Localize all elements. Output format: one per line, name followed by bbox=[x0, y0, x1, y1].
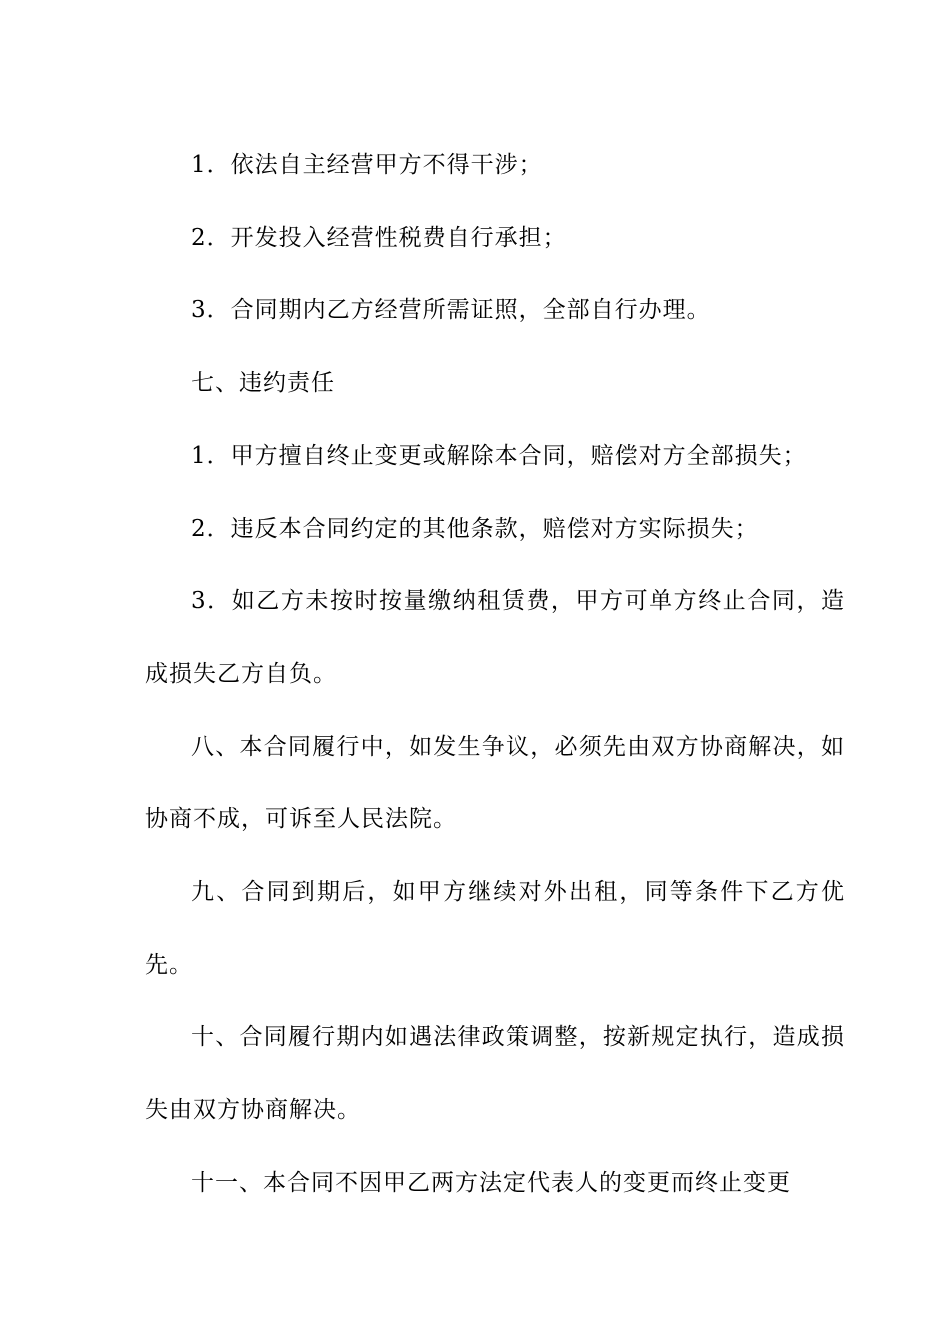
clause-9-renewal-priority: 九、合同到期后，如甲方继续对外出租，同等条件下乙方优先。 bbox=[145, 879, 845, 978]
clause-6-item-1: 1．依法自主经营甲方不得干涉； bbox=[191, 152, 543, 178]
clause-6-item-2: 2．开发投入经营性税费自行承担； bbox=[191, 224, 567, 251]
section-heading-breach-liability: 七、违约责任 bbox=[191, 370, 335, 397]
clause-7-item-3: 3．如乙方未按时按量缴纳租赁费，甲方可单方终止合同，造成损失乙方自负。 bbox=[145, 588, 845, 687]
document-body bbox=[145, 129, 845, 1220]
clause-6-item-3: 3．合同期内乙方经营所需证照，全部自行办理。 bbox=[191, 297, 711, 324]
clause-7-item-2: 2．违反本合同约定的其他条款，赔偿对方实际损失； bbox=[191, 515, 759, 542]
clause-7-item-1: 1．甲方擅自终止变更或解除本合同，赔偿对方全部损失； bbox=[191, 442, 807, 469]
clause-10-policy-adjustment: 十、合同履行期内如遇法律政策调整，按新规定执行，造成损失由双方协商解决。 bbox=[145, 1024, 845, 1124]
clause-8-dispute-resolution: 八、本合同履行中，如发生争议，必须先由双方协商解决，如协商不成，可诉至人民法院。 bbox=[145, 733, 845, 833]
clause-11-representative-change: 十一、本合同不因甲乙两方法定代表人的变更而终止变更 bbox=[191, 1169, 791, 1196]
